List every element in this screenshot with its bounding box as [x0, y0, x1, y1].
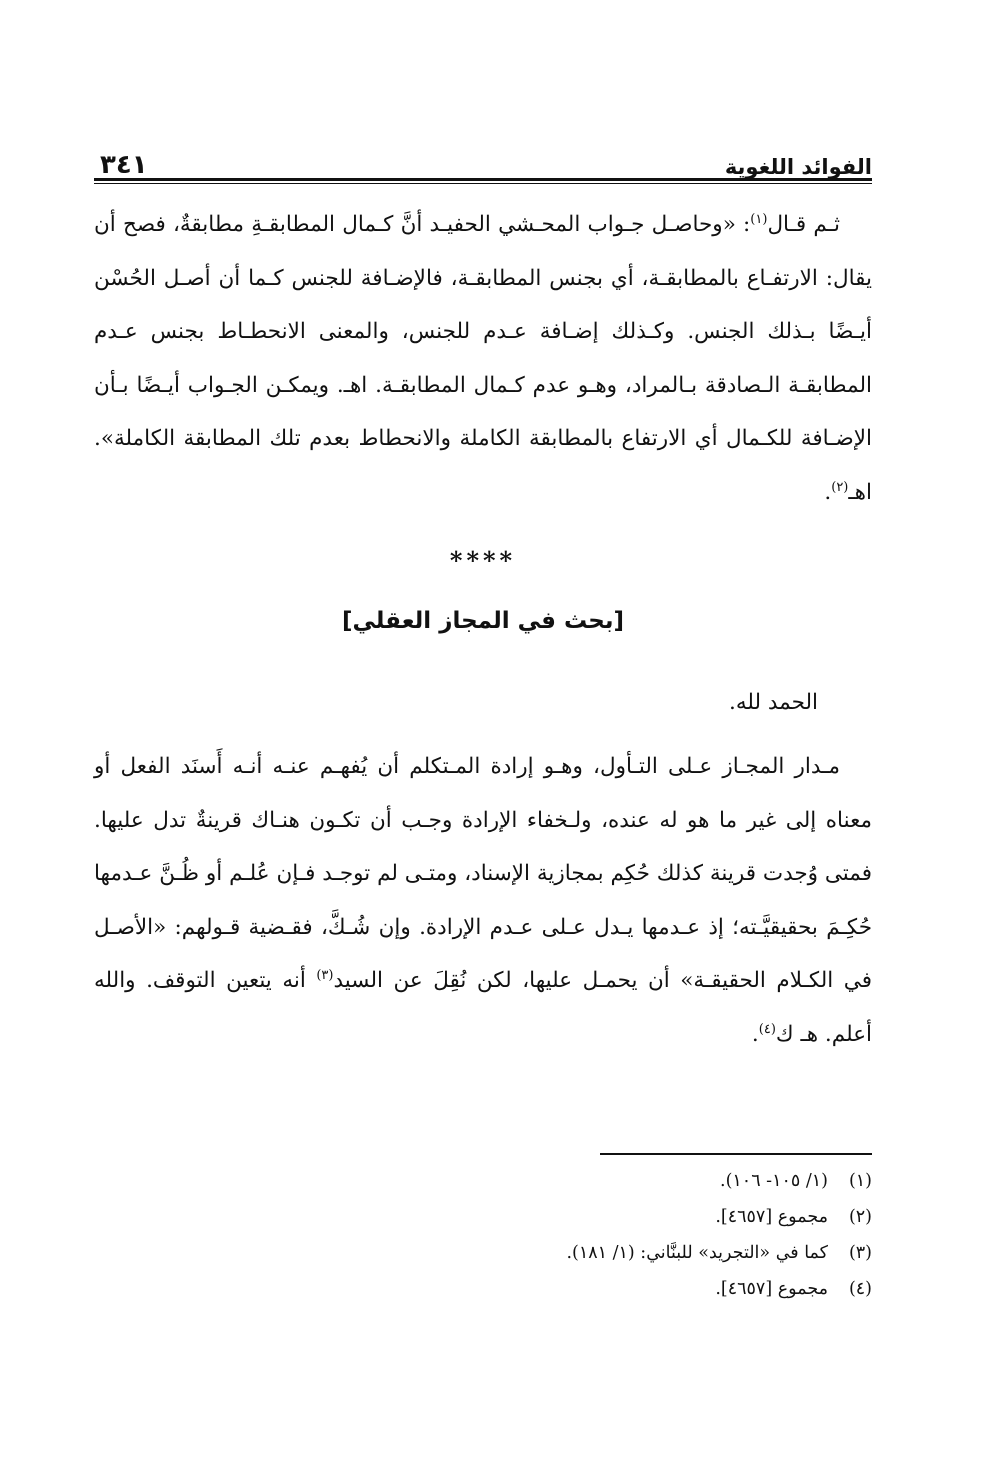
footnote-item: [94, 1199, 872, 1235]
paragraph-1-text-c: .: [824, 479, 832, 505]
footnote-number: (١): [848, 1171, 872, 1191]
paragraph-1-text-a: ثـم قـال: [767, 212, 840, 237]
page-header: [94, 138, 872, 178]
header-rule-thin: [94, 183, 872, 184]
footnote-text: مجموع [٤٦٥٧].: [715, 1279, 828, 1299]
footnote-ref-3: (٣): [316, 967, 334, 983]
paragraph-2-text-b: أنه يتعين التوقف. والله أعلم. هـ ك: [94, 968, 872, 1047]
section-title: [بحث في المجاز العقلي]: [341, 608, 625, 634]
footnote-item: [94, 1271, 872, 1307]
section-separator: ****: [449, 546, 517, 575]
footnote-item: [94, 1163, 872, 1199]
paragraph-2-text-a: مـدار المجـاز عـلى التـأول، وهـو إرادة المـتكلم أن يُفهـم عنـه أنـه أَسنَد الفعل أو معناه إلى غير ما هو له عنده، ولـخفاء الإرادة وجـب أن تكـون هنـاك قرينةٌ تدل عليها. فمتى وُجدت قرينة كذلك حُكِم بمجازية الإسناد، ومتـى لم توجـد فـإن عُلـم أو ظُـنَّ عـدمها حُكِـمَ بحقيقيَّـته؛ إذ عـدمها يـدل عـلى عـدم الإرادة. وإن شُـكَّ، فقـضية قـولهم: «الأصـل في الكـلام الحقيقـة» أن يحمـل عليها، لكن نُقِلَ عن السيد: [94, 754, 872, 993]
book-page: [94, 0, 872, 1458]
footnote-rule: [600, 1153, 872, 1155]
footnote-text: (١/ ١٠٥- ١٠٦).: [720, 1171, 828, 1191]
footnote-item: [94, 1235, 872, 1271]
running-title: الفوائد اللغوية: [724, 155, 872, 179]
paragraph-1: [94, 198, 872, 519]
paragraph-2: [94, 740, 872, 1061]
footnote-number: (٣): [848, 1243, 872, 1263]
footnote-number: (٢): [848, 1207, 872, 1227]
footnote-ref-4: (٤): [758, 1021, 776, 1037]
praise-line: الحمد لله.: [729, 690, 818, 715]
footnote-text: مجموع [٤٦٥٧].: [715, 1207, 828, 1227]
paragraph-2-text-c: .: [751, 1021, 759, 1047]
page-number: ٣٤١: [100, 150, 148, 180]
footnotes-list: [94, 1163, 872, 1307]
footnote-number: (٤): [848, 1279, 872, 1299]
footnote-text: كما في «التجريد» للبنَّاني: (١/ ١٨١).: [566, 1243, 828, 1263]
footnote-ref-1: (١): [750, 211, 768, 227]
header-rule-thick: [94, 178, 872, 181]
paragraph-1-text-b: : «وحاصـل جـواب المحـشي الحفيـد أنَّ كـمال المطابقـةِ مطابقةٌ، فصح أن يقال: الارتفـاع بالمطابقـة، أي بجنس المطابقـة، فالإضـافة للجنس كـما أن أصـل الحُسْن أيـضًا بـذلك الجنس. وكـذلك إضـافة عـدم للجنس، والمعنى الانحطـاط بجنس عـدم المطابقـة الـصادقة بـالمراد، وهـو عدم كـمال المطابقـة. اهـ. ويمكـن الجـواب أيـضًا بـأن الإضـافة للكـمال أي الارتفاع بالمطابقة الكاملة والانحطاط بعدم تلك المطابقة الكاملة». اهـ: [94, 212, 872, 505]
footnote-ref-2: (٢): [831, 479, 849, 495]
